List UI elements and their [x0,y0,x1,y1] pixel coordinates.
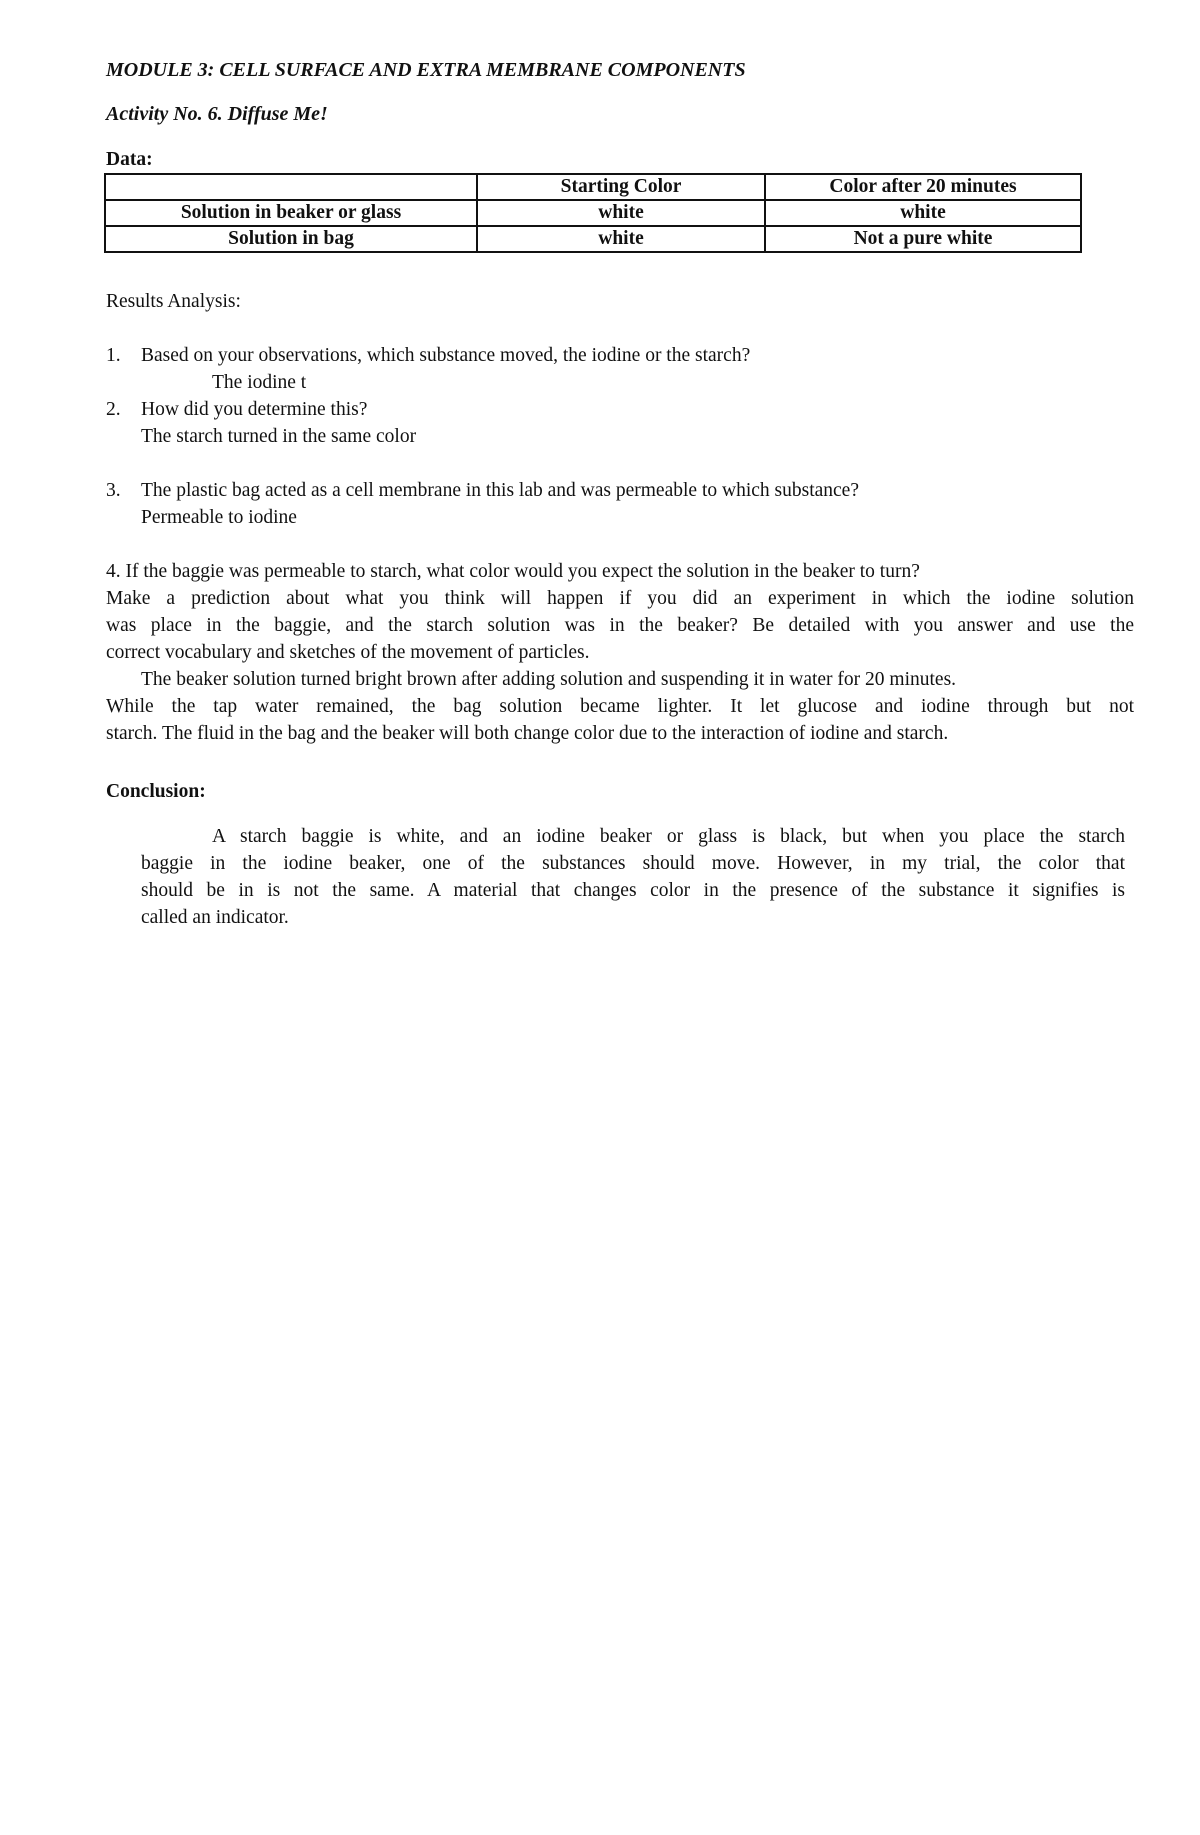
answer-text: The starch turned in the same color [141,426,417,447]
table-header-cell: Starting Color [477,174,765,200]
question4-answer-line: starch. The fluid in the bag and the beaker will both change color due to the interaction of iodine and starch. [106,723,949,744]
conclusion-heading: Conclusion: [106,781,206,802]
question-text: Based on your observations, which substance moved, the iodine or the starch? [141,345,751,366]
table-cell: white [477,226,765,252]
answer-text: The iodine t [212,372,307,393]
table-cell: Solution in beaker or glass [105,200,477,226]
question-text: The plastic bag acted as a cell membrane in this lab and was permeable to which substance? [141,480,859,501]
question4-line: was place in the baggie, and the starch solution was in the beaker? Be detailed with you answer and use the [106,615,1134,636]
answer-text: Permeable to iodine [141,507,297,528]
table-row [105,200,1081,226]
question-text: How did you determine this? [141,399,368,420]
conclusion-line: baggie in the iodine beaker, one of the substances should move. However, in my trial, the color that [141,853,1125,874]
question4-line: correct vocabulary and sketches of the movement of particles. [106,642,590,663]
table-cell: Not a pure white [765,226,1081,252]
data-label: Data: [106,149,153,170]
question4-answer-line: The beaker solution turned bright brown after adding solution and suspending it in water for 20 minutes. [141,669,957,690]
question4-answer-line: While the tap water remained, the bag solution became lighter. It let glucose and iodine through but not [106,696,1134,717]
question-number: 2. [106,399,121,420]
table-header-row [105,174,1081,200]
table-header-cell: Color after 20 minutes [765,174,1081,200]
question4-line: 4. If the baggie was permeable to starch, what color would you expect the solution in the beaker to turn? [106,561,920,582]
module-title: MODULE 3: CELL SURFACE AND EXTRA MEMBRANE COMPONENTS [106,59,746,81]
table-cell: white [477,200,765,226]
conclusion-line: A starch baggie is white, and an iodine beaker or glass is black, but when you place the starch [212,826,1125,847]
conclusion-line: should be in is not the same. A material that changes color in the presence of the substance it signifies is [141,880,1125,901]
question4-line: Make a prediction about what you think will happen if you did an experiment in which the iodine solution [106,588,1134,609]
data-table [104,173,1082,253]
table-cell: Solution in bag [105,226,477,252]
table-header-cell [105,174,477,200]
table-cell: white [765,200,1081,226]
table-row [105,226,1081,252]
results-heading: Results Analysis: [106,291,241,312]
conclusion-line: called an indicator. [141,907,289,928]
activity-title: Activity No. 6. Diffuse Me! [106,103,328,125]
question-number: 1. [106,345,121,366]
question-number: 3. [106,480,121,501]
